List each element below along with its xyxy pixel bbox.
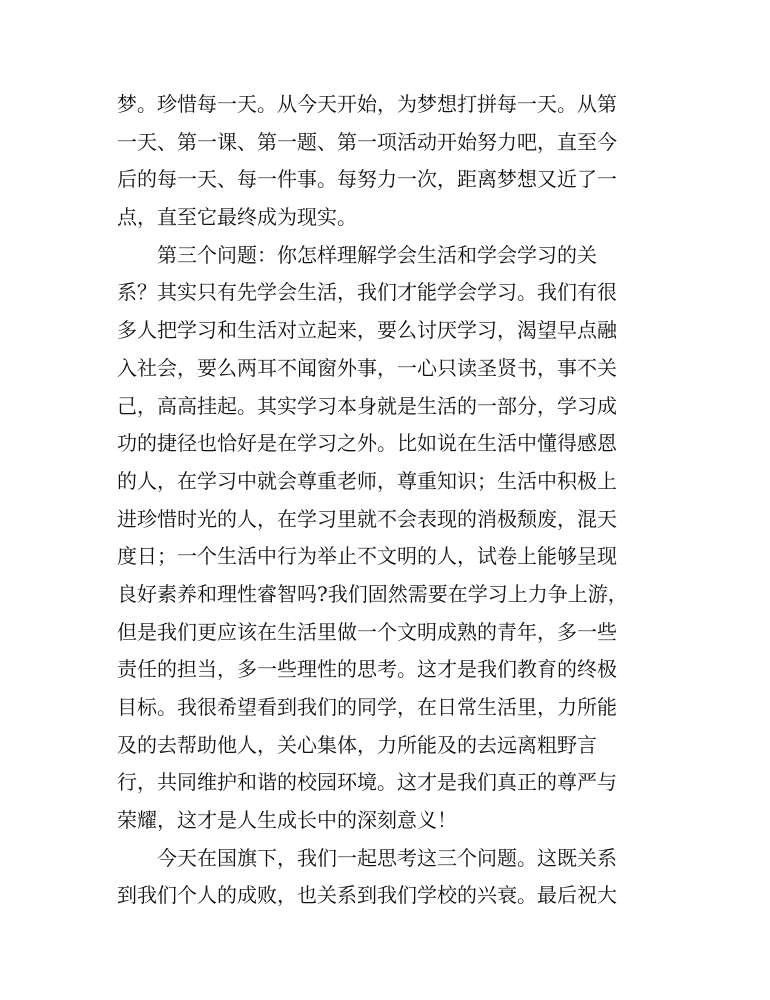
text-line: 系？其实只有先学会生活，我们才能学会学习。我们有很 (117, 280, 617, 305)
text-line: 度日；一个生活中行为举止不文明的人，试卷上能够呈现 (117, 544, 617, 569)
document-body (117, 86, 662, 915)
text-line: 功的捷径也恰好是在学习之外。比如说在生活中懂得感恩 (117, 431, 617, 456)
text-line: 目标。我很希望看到我们的同学，在日常生活里，力所能 (117, 695, 617, 719)
text-line: 但是我们更应该在生活里做一个文明成熟的青年，多一些 (117, 619, 617, 644)
text-line: 梦。珍惜每一天。从今天开始，为梦想打拼每一天。从第 (117, 92, 617, 116)
text-line: 一天、第一课、第一题、第一项活动开始努力吧，直至今 (117, 129, 617, 154)
text-line: 的人，在学习中就会尊重老师，尊重知识；生活中积极上 (117, 468, 617, 493)
text-line: 入社会，要么两耳不闻窗外事，一心只读圣贤书，事不关 (117, 355, 617, 380)
text-line: 点，直至它最终成为现实。 (117, 205, 357, 230)
text-line: 荣耀，这才是人生成长中的深刻意义！ (117, 808, 457, 833)
paragraph-start-line: 第三个问题：你怎样理解学会生活和学会学习的关 (157, 242, 597, 267)
text-line: 后的每一天、每一件事。每努力一次，距离梦想又近了一 (117, 167, 617, 192)
text-line: 到我们个人的成败，也关系到我们学校的兴衰。最后祝大 (117, 883, 617, 908)
text-line: 多人把学习和生活对立起来，要么讨厌学习，渴望早点融 (117, 318, 617, 343)
text-line: 及的去帮助他人，关心集体，力所能及的去远离粗野言 (117, 732, 597, 757)
text-line: 良好素养和理性睿智吗?我们固然需要在学习上力争上游， (117, 581, 628, 606)
paragraph-start-line: 今天在国旗下，我们一起思考这三个问题。这既关系 (157, 845, 617, 870)
text-line: 进珍惜时光的人，在学习里就不会表现的消极颓废，混天 (117, 506, 617, 531)
text-line: 己，高高挂起。其实学习本身就是生活的一部分，学习成 (117, 393, 617, 418)
text-line: 责任的担当，多一些理性的思考。这才是我们教育的终极 (117, 657, 617, 682)
text-line: 行，共同维护和谐的校园环境。这才是我们真正的尊严与 (117, 770, 617, 795)
